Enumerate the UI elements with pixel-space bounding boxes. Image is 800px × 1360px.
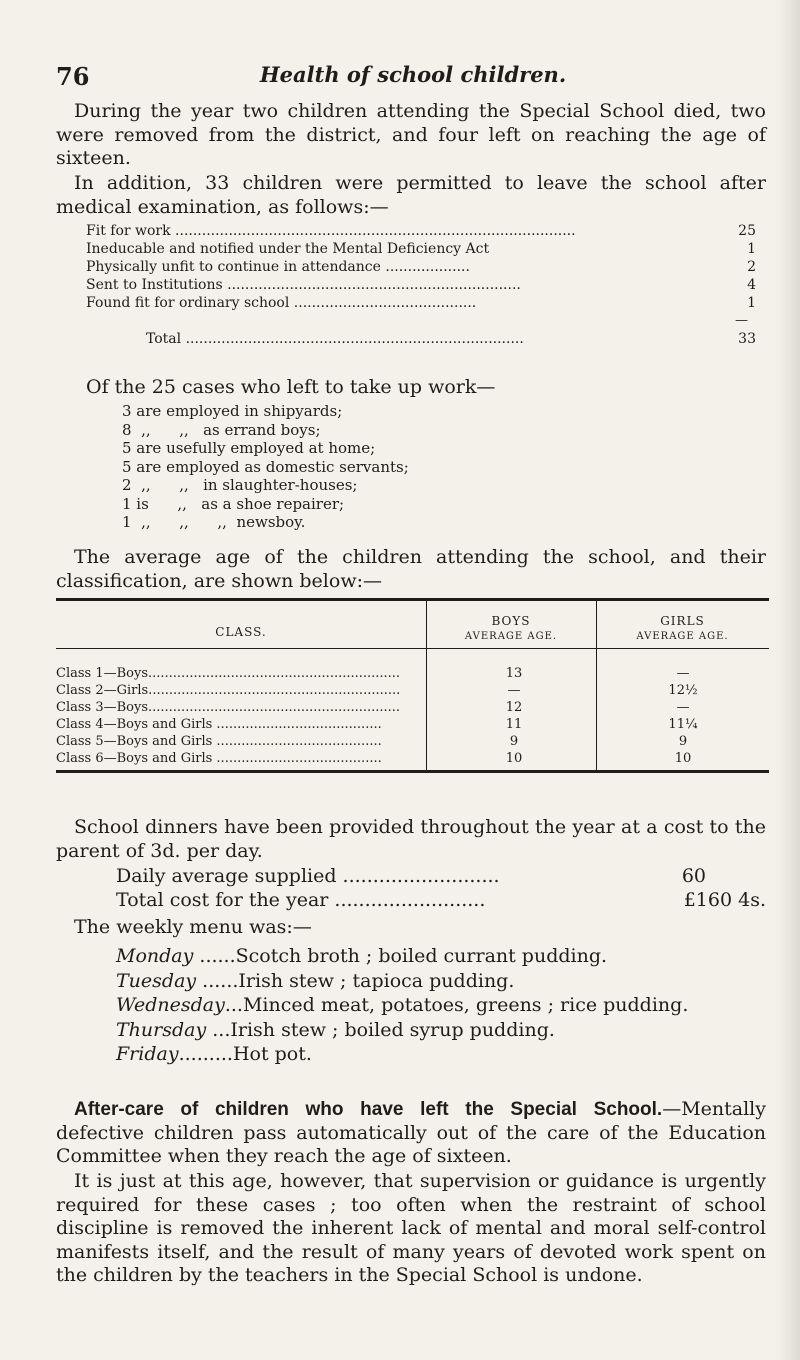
dinner-costs [116, 864, 766, 912]
list-item: 2 ,, ,, in slaughter-houses; [122, 476, 358, 494]
table-row: Class 5—Boys and Girls ........................................ 9 9 [56, 734, 688, 749]
work-heading: Of the 25 cases who left to take up work— [86, 376, 496, 398]
list-item: Ineducable and notified under the Mental Deficiency Act 1 [86, 241, 756, 257]
menu-day: Wednesday...Minced meat, potatoes, greens ; rice pudding. [116, 994, 689, 1016]
header-class: CLASS. [215, 625, 267, 639]
weekly-menu [116, 944, 776, 1067]
leavers-list [86, 222, 756, 348]
intro-paragraph-1: During the year two children attending the Special School died, two were removed from the district, and four left on reaching the age of sixteen. [56, 100, 766, 169]
menu-intro: The weekly menu was:— [74, 916, 312, 938]
table-row: Class 6—Boys and Girls ........................................ 10 10 [56, 751, 692, 766]
aftercare-heading: After-care of children who have left the Special School. [74, 1099, 663, 1120]
table-header-rule [56, 648, 769, 649]
table-row: Class 4—Boys and Girls ........................................ 11 11¼ [56, 717, 698, 732]
work-list [122, 402, 409, 532]
list-item: 1 ,, ,, ,, newsboy. [122, 513, 306, 531]
list-item: Found fit for ordinary school ......................................... 1 [86, 295, 756, 311]
table-top-rule [56, 598, 769, 601]
header-girls: GIRLS AVERAGE AGE. [636, 614, 729, 642]
dinners-paragraph: School dinners have been provided throughout the year at a cost to the parent of 3d. per day. [56, 816, 766, 862]
total-row [86, 330, 756, 348]
menu-day: Monday ......Scotch broth ; boiled currant pudding. [116, 945, 608, 967]
total-cost-row: Total cost for the year ......................... £160 4s. [116, 889, 766, 911]
list-item: 5 are employed as domestic servants; [122, 457, 409, 476]
list-item: Physically unfit to continue in attendance ................... 2 [86, 259, 756, 275]
total-value: 33 [738, 331, 756, 347]
list-item: 5 are usefully employed at home; [122, 439, 376, 457]
list-item: Sent to Institutions .................................................................. 4 [86, 277, 756, 293]
header-boys: BOYS AVERAGE AGE. [464, 614, 558, 642]
page-header [56, 62, 770, 92]
list-item: Fit for work .......................................................................................... 25 [86, 223, 756, 239]
table-row: Class 2—Girls............................................................. — 12½ [56, 683, 698, 698]
aftercare-paragraph-2: It is just at this age, however, that supervision or guidance is urgently required for these cases ; too often when the restraint of school discipline is removed the inherent lack of mental and moral self-control manifests itself, and the result of many years of devoted work spent on the children by the teachers in the Special School is undone. [56, 1170, 766, 1286]
age-intro-paragraph: The average age of the children attending the school, and their classification, are shown below:— [56, 546, 766, 592]
running-title: Health of school children. [259, 62, 567, 87]
intro-paragraph-2: In addition, 33 children were permitted to leave the school after medical examination, as follows:— [56, 172, 766, 218]
total-rule: — [735, 313, 748, 328]
daily-average-row: Daily average supplied .......................... 60 [116, 865, 706, 887]
aftercare-paragraph-1: After-care of children who have left the Special School.—Mentally defective children pass automatically out of the care of the Education Committee when they reach the age of sixteen. [56, 1098, 766, 1167]
table-bottom-rule [56, 770, 769, 773]
table-row: Class 1—Boys............................................................. 13 — [56, 666, 690, 681]
total-label: Total ............................................................................ [146, 331, 524, 347]
list-item: 3 are employed in shipyards; [122, 402, 343, 420]
menu-day: Tuesday ......Irish stew ; tapioca pudding. [116, 969, 515, 992]
page-number: 76 [56, 62, 90, 91]
table-row: Class 3—Boys............................................................. 12 — [56, 700, 690, 715]
menu-day: Friday.........Hot pot. [116, 1043, 312, 1065]
menu-day: Thursday ...Irish stew ; boiled syrup pudding. [116, 1018, 555, 1041]
list-item: 1 is ,, as a shoe repairer; [122, 494, 345, 513]
list-item: 8 ,, ,, as errand boys; [122, 420, 321, 439]
page-edge-shadow [778, 0, 800, 1360]
